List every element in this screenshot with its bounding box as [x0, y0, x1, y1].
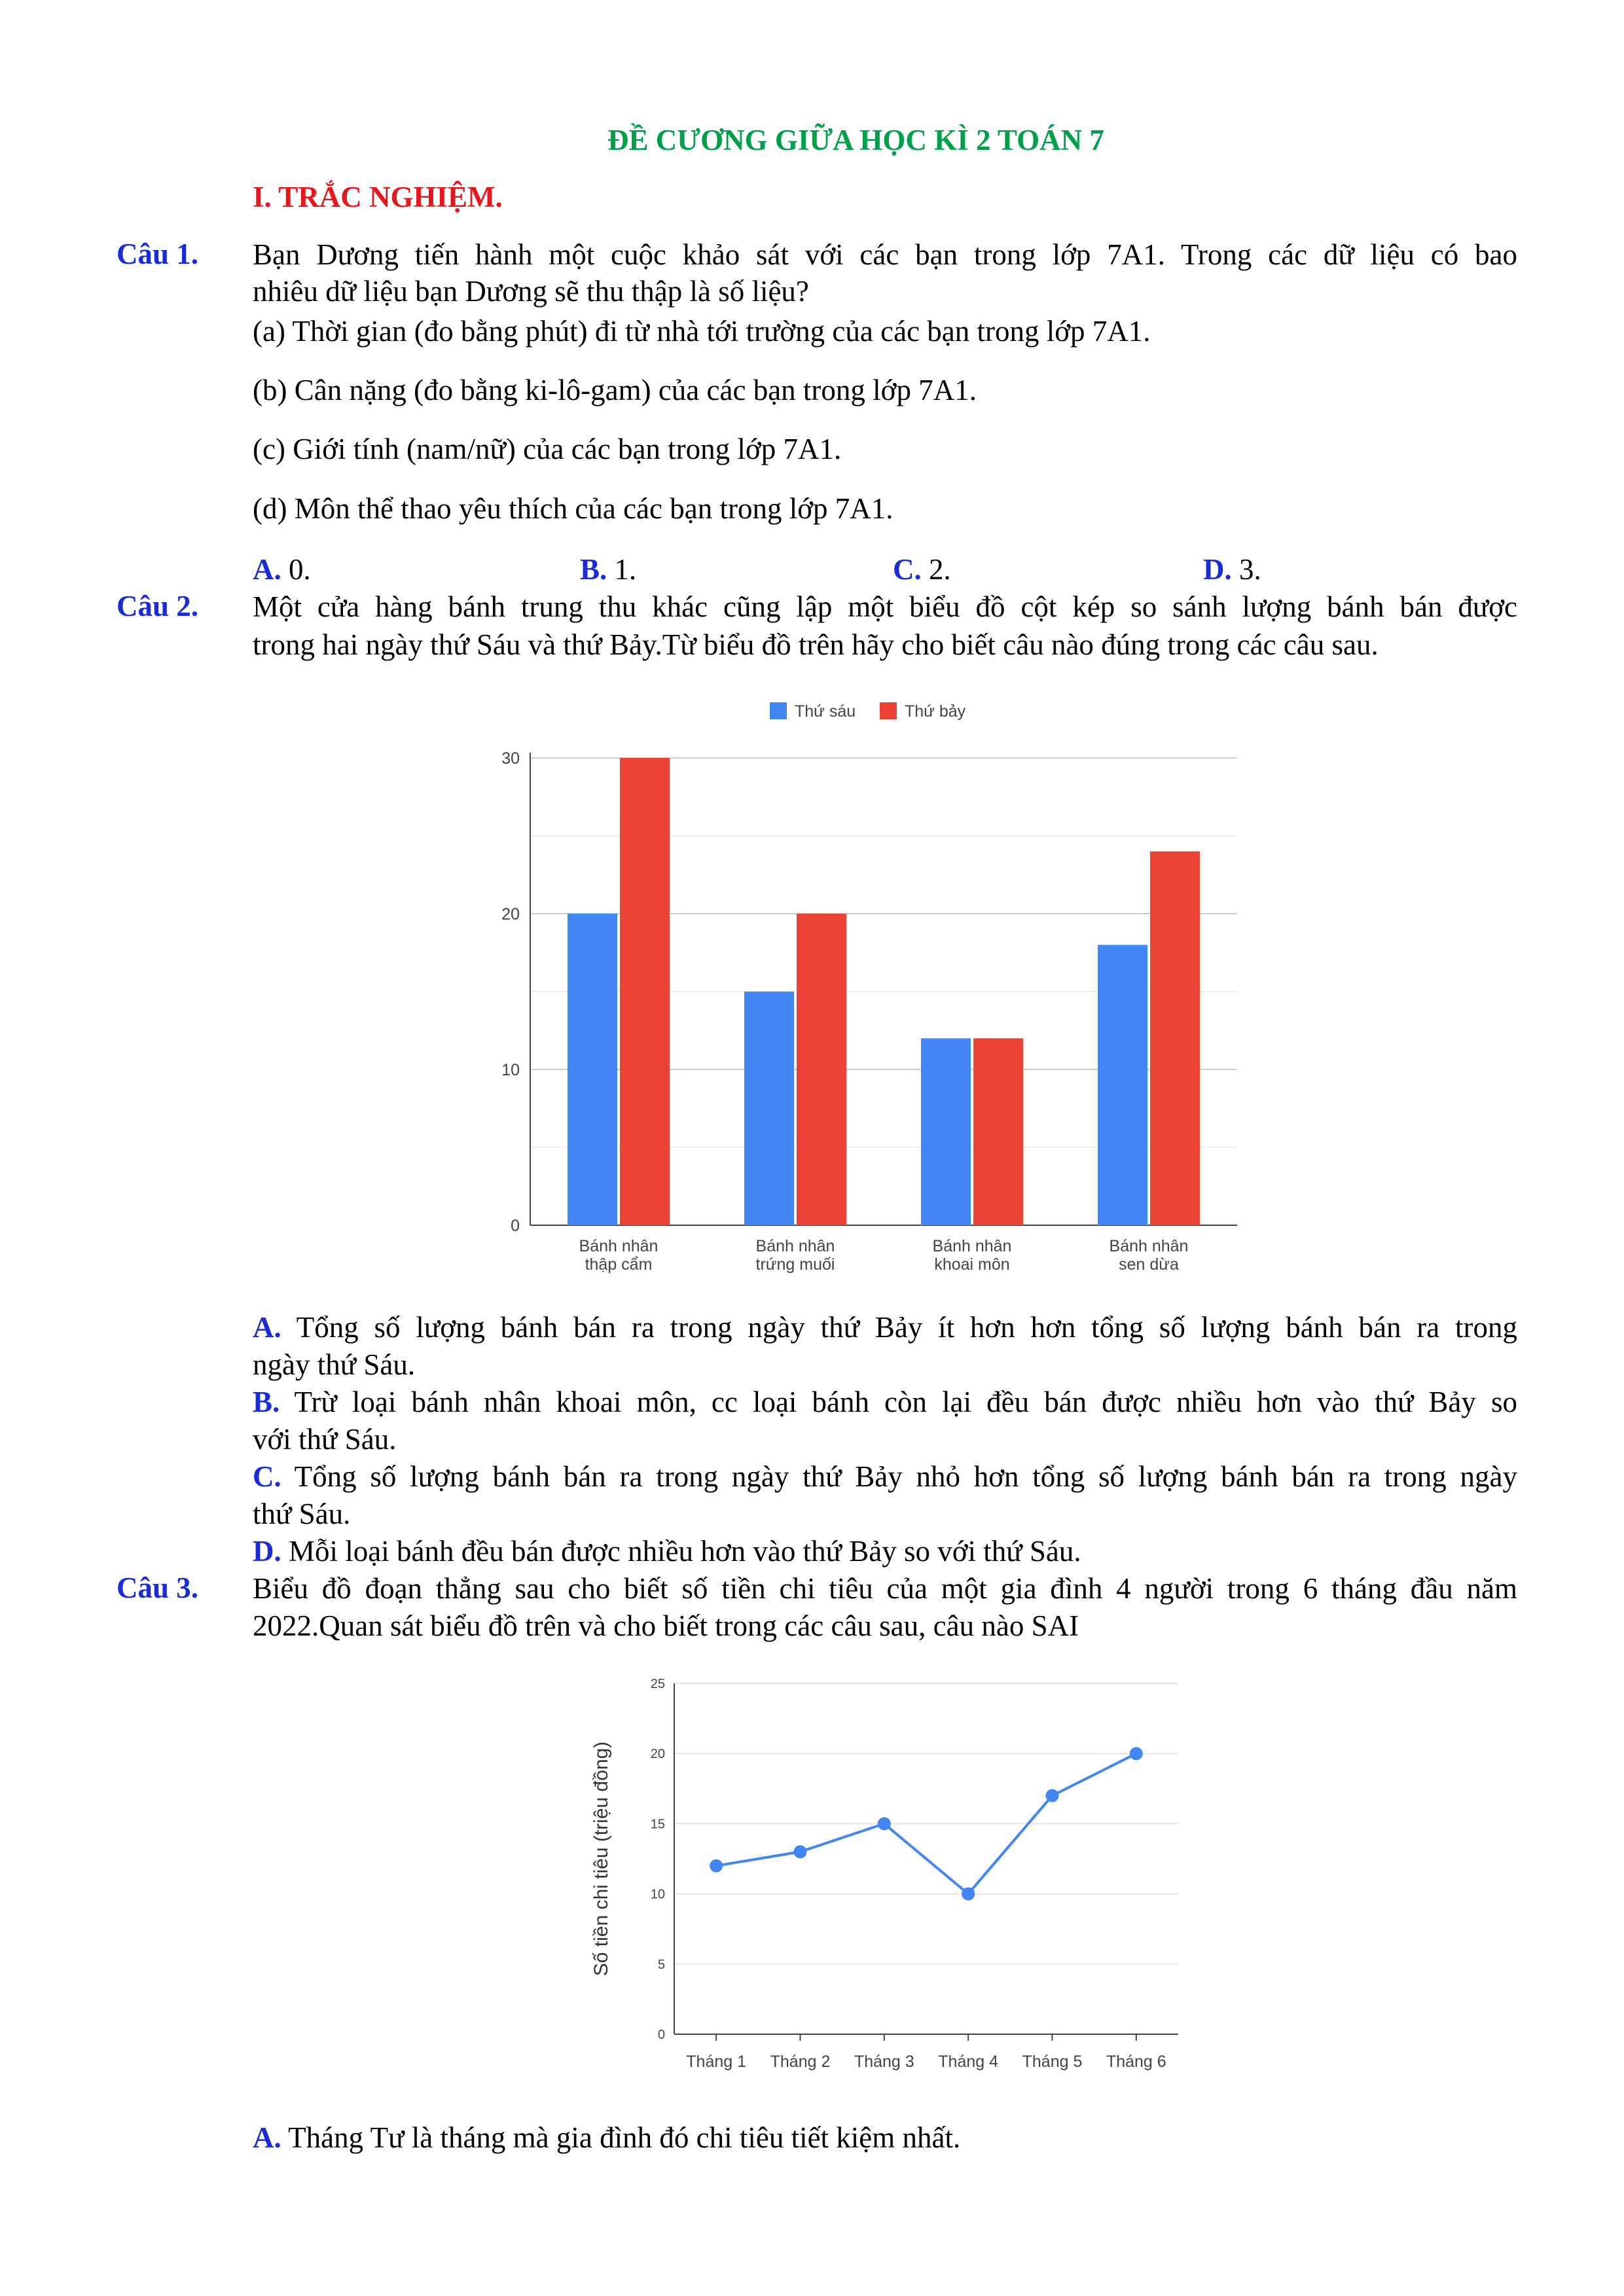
question-2-label: Câu 2.: [117, 590, 199, 622]
bar-x-tick-label: khoai môn: [934, 1255, 1010, 1274]
question-2-option-c-cont: thứ Sáu.: [253, 1498, 351, 1530]
line-chart: [569, 1669, 1185, 2088]
question-2-option-a[interactable]: A. Tổng số lượng bánh bán ra trong ngày thứ Bảy ít hơn hơn tổng số lượng bánh bán ra trong: [253, 1311, 1517, 1344]
legend-label-2: Thứ bảy: [905, 702, 966, 721]
bar-thu-bay-3: [973, 1038, 1023, 1225]
question-3-option-a[interactable]: A. Tháng Tư là tháng mà gia đình đó chi tiêu tiết kiệm nhất.: [253, 2121, 961, 2154]
bar-thu-sau-3: [921, 1038, 971, 1225]
question-1-option-b[interactable]: B. 1.: [580, 553, 637, 586]
document-title: ĐỀ CƯƠNG GIỮA HỌC KÌ 2 TOÁN 7: [607, 124, 1104, 156]
bar-chart-legend: [770, 702, 966, 721]
line-point-3: [878, 1817, 891, 1830]
bar-thu-bay-2: [797, 914, 846, 1225]
bar-y-tick-label: 30: [501, 749, 520, 768]
question-1-line-1: Bạn Dương tiến hành một cuộc khảo sát với các bạn trong lớp 7A1. Trong các dữ liệu có bao: [253, 238, 1517, 271]
bar-y-tick-label: 20: [501, 905, 520, 924]
question-2-option-d[interactable]: D. Mỗi loại bánh đều bán được nhiều hơn vào thứ Bảy so với thứ Sáu.: [253, 1535, 1081, 1568]
line-point-1: [710, 1859, 723, 1873]
section-title: I. TRẮC NGHIỆM.: [253, 181, 503, 213]
line-x-tick-label: Tháng 3: [854, 2053, 914, 2071]
bar-y-tick-label: 0: [511, 1217, 520, 1235]
bar-x-tick-label: trứng muối: [755, 1255, 835, 1274]
line-x-tick-label: Tháng 6: [1106, 2053, 1166, 2071]
question-1-item-c: (c) Giới tính (nam/nữ) của các bạn trong lớp 7A1.: [253, 433, 842, 465]
bar-x-tick-label: sen dừa: [1119, 1255, 1179, 1274]
question-2-option-c[interactable]: C. Tổng số lượng bánh bán ra trong ngày thứ Bảy nhỏ hơn tổng số lượng bánh bán ra trong ngày: [253, 1460, 1517, 1493]
question-1-item-d: (d) Môn thể thao yêu thích của các bạn trong lớp 7A1.: [253, 492, 893, 525]
question-2-option-b-cont: với thứ Sáu.: [253, 1423, 397, 1456]
question-3-label: Câu 3.: [117, 1571, 199, 1604]
bar-thu-sau-1: [568, 914, 617, 1225]
question-1-option-c[interactable]: C. 2.: [893, 553, 951, 586]
question-1-label: Câu 1.: [117, 238, 199, 270]
line-point-6: [1130, 1747, 1143, 1760]
line-x-tick-label: Tháng 2: [770, 2053, 831, 2071]
question-2-line-2: trong hai ngày thứ Sáu và thứ Bảy.Từ biểu đồ trên hãy cho biết câu nào đúng trong các câu sau.: [253, 628, 1379, 661]
question-1-item-a: (a) Thời gian (đo bằng phút) đi từ nhà tới trường của các bạn trong lớp 7A1.: [253, 315, 1151, 348]
question-2-line-1: Một cửa hàng bánh trung thu khác cũng lập một biểu đồ cột kép so sánh lượng bánh bán được: [253, 590, 1517, 623]
bar-x-tick-label: Bánh nhân: [579, 1237, 659, 1255]
question-2-option-a-cont: ngày thứ Sáu.: [253, 1348, 416, 1381]
line-x-tick-label: Tháng 4: [938, 2053, 999, 2071]
line-y-axis-label: Số tiền chi tiêu (triệu đồng): [590, 1741, 612, 1977]
line-point-2: [794, 1845, 807, 1858]
question-1-item-b: (b) Cân nặng (đo bằng ki-lô-gam) của các bạn trong lớp 7A1.: [253, 374, 977, 406]
bar-x-tick-label: Bánh nhân: [932, 1237, 1012, 1255]
bar-y-tick-label: 10: [501, 1061, 520, 1079]
legend-swatch-1: [770, 702, 787, 719]
question-3-line-1: Biểu đồ đoạn thẳng sau cho biết số tiền chi tiêu của một gia đình 4 người trong 6 tháng đầu năm: [253, 1572, 1517, 1605]
line-y-tick-label: 20: [650, 1747, 665, 1762]
legend-label-1: Thứ sáu: [795, 702, 856, 721]
line-point-5: [1046, 1789, 1059, 1803]
line-y-tick-label: 15: [650, 1817, 665, 1832]
bar-x-tick-label: Bánh nhân: [755, 1237, 835, 1255]
line-y-tick-label: 5: [657, 1957, 665, 1972]
line-x-tick-label: Tháng 5: [1022, 2053, 1083, 2071]
question-1-line-2: nhiêu dữ liệu bạn Dương sẽ thu thập là số liệu?: [253, 275, 809, 308]
bar-x-tick-label: thập cẩm: [585, 1255, 653, 1274]
line-y-tick-label: 10: [650, 1887, 665, 1902]
line-x-tick-label: Tháng 1: [686, 2053, 747, 2071]
line-y-tick-label: 25: [650, 1677, 665, 1691]
question-1-option-d[interactable]: D. 3.: [1203, 553, 1261, 586]
line-point-4: [962, 1888, 975, 1901]
bar-x-tick-label: Bánh nhân: [1109, 1237, 1189, 1255]
question-3-line-2: 2022.Quan sát biểu đồ trên và cho biết trong các câu sau, câu nào SAI: [253, 1609, 1079, 1642]
bar-thu-bay-4: [1150, 852, 1200, 1225]
question-1-option-a[interactable]: A. 0.: [253, 553, 311, 586]
bar-chart: [484, 681, 1257, 1289]
bar-thu-bay-1: [620, 758, 670, 1225]
legend-swatch-2: [880, 702, 897, 719]
question-2-option-b[interactable]: B. Trừ loại bánh nhân khoai môn, cc loại bánh còn lại đều bán được nhiều hơn vào thứ Bảy so: [253, 1386, 1517, 1418]
bar-thu-sau-2: [744, 992, 794, 1225]
line-y-tick-label: 0: [657, 2028, 665, 2042]
bar-thu-sau-4: [1098, 945, 1147, 1225]
